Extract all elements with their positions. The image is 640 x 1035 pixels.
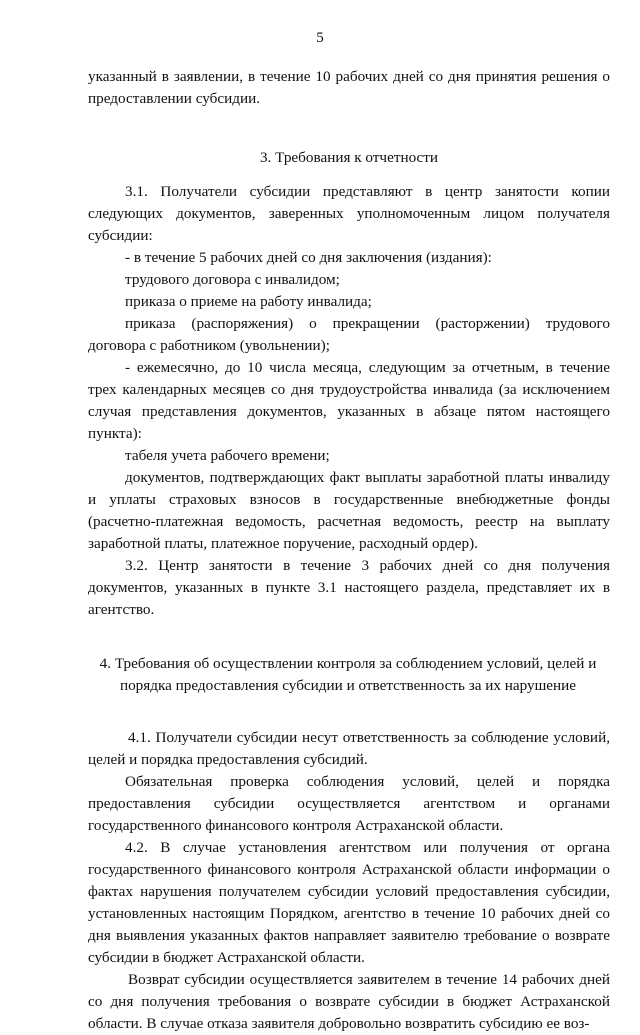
paragraph-4-1: 4.1. Получатели субсидии несут ответственность за соблюдение условий, целей и порядка предоставления субсидий. [88,729,610,768]
paragraph-4-2: 4.2. В случае установления агентством или получения от органа государственного финансового контроля Астраханской области информации о фактах нарушения получателем субсидии условий предоставления субсидии, установленных настоящим Порядком, агентство в течение 10 рабочих дней со дня выявления указанных фактов направляет заявителю требование о возврате субсидии в бюджет Астраханской области. [88,839,610,966]
paragraph-4-2-b: Возврат субсидии осуществляется заявителем в течение 14 рабочих дней со дня получения требования о возврате субсидии в бюджет Астраханской области. В случае отказа заявителя добровольно возвратить субсидию ее воз- [88,971,610,1032]
paragraph-3-1-e: - ежемесячно, до 10 числа месяца, следующим за отчетным, в течение трех календарных месяцев со дня трудоустройства инвалида (за исключением случая представления документов, указанных в абзаце пятом настоящего пункта): [88,359,610,442]
paragraph-3-1-d: приказа (распоряжения) о прекращении (расторжении) трудового договора с работником (увольнении); [88,315,610,354]
document-body [88,66,610,1035]
paragraph-3-1-c: приказа о приеме на работу инвалида; [125,293,372,310]
paragraph-3-1: 3.1. Получатели субсидии представляют в центр занятости копии следующих документов, заверенных уполномоченным лицом получателя субсидии: [88,183,610,244]
section-4-title: 4. Требования об осуществлении контроля за соблюдением условий, целей и порядка предоставления субсидии и ответственность за их нарушение [99,655,597,694]
paragraph-3-1-f: табеля учета рабочего времени; [125,447,330,464]
paragraph-3-1-b: трудового договора с инвалидом; [125,271,340,288]
page-number: 5 [316,30,324,46]
paragraph-3-2: 3.2. Центр занятости в течение 3 рабочих дней со дня получения документов, указанных в пункте 3.1 настоящего раздела, представляет их в агентство. [88,557,610,618]
paragraph-3-1-g: документов, подтверждающих факт выплаты заработной платы инвалиду и уплаты страховых взносов в государственные внебюджетные фонды (расчетно-платежная ведомость, расчетная ведомость, реестр на выплату заработной платы, платежное поручение, расходный ордер). [88,469,610,552]
section-3-title: 3. Требования к отчетности [259,149,439,166]
paragraph-4-1-b: Обязательная проверка соблюдения условий, целей и порядка предоставления субсидии осуществляется агентством и органами государственного финансового контроля Астраханской области. [88,773,610,834]
intro-paragraph: указанный в заявлении, в течение 10 рабочих дней со дня принятия решения о предоставлении субсидии. [88,68,610,107]
paragraph-3-1-a: - в течение 5 рабочих дней со дня заключения (издания): [125,249,492,266]
